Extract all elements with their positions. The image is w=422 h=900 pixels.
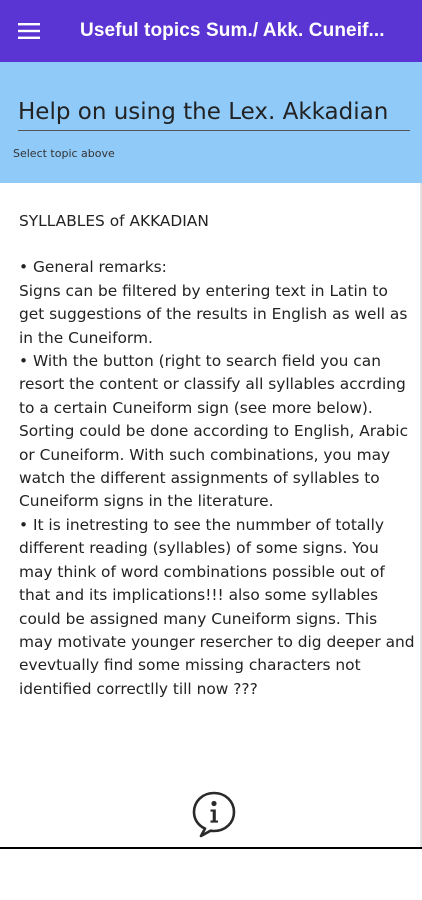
paragraph-button-sorting: • With the button (right to search field you can resort the content or classify all syllables accrding to a certain Cuneiform sign (see more below). Sorting could be done according to English, Arabic or Cuneiform. With such combinations, you may watch the different assignments of syllables to Cuneiform signs in the literature. [19, 352, 409, 511]
section-title: SYLLABLES of AKKADIAN [19, 212, 209, 230]
app-title: Useful topics Sum./ Akk. Cuneif... [80, 20, 385, 41]
hamburger-menu-icon [18, 23, 40, 39]
topic-select-hint: Select topic above [13, 147, 115, 160]
paragraph-readings: • It is inetresting to see the nummber of totally different reading (syllables) of some signs. You may think of word combinations possible out of that and its implications!!! also some syllables could be assigned many Cuneiform signs. This may motivate younger resercher to dig deeper and evevtually find some missing characters not identified correctlly till now ??? [19, 515, 415, 698]
app-bar [0, 0, 422, 62]
bottom-area [0, 850, 422, 900]
bottom-divider [0, 847, 422, 849]
menu-button[interactable] [0, 0, 58, 62]
topic-header [0, 62, 422, 183]
info-button[interactable] [190, 790, 238, 838]
topic-select-dropdown[interactable]: Help on using the Lex. Akkadian [18, 95, 410, 131]
help-content [19, 210, 415, 701]
paragraph-filtering: Signs can be filtered by entering text in Latin to get suggestions of the results in English as well as in the Cuneiform. [19, 281, 408, 347]
paragraph-general-remarks: • General remarks: [19, 258, 167, 277]
info-speech-bubble-icon [190, 790, 238, 838]
